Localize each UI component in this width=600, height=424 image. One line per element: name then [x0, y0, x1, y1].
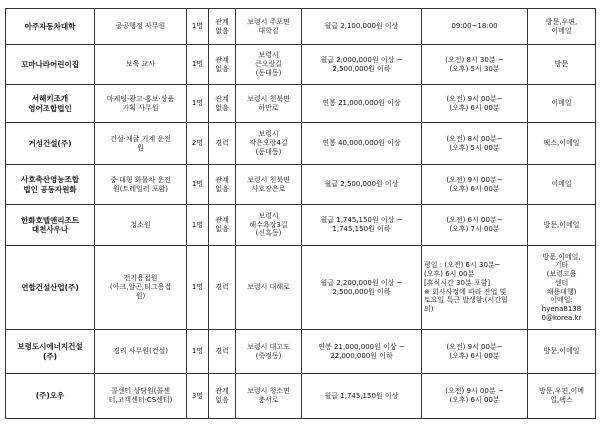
- hire-count: 1명: [187, 205, 209, 246]
- application-method: 방문,이메일: [528, 205, 596, 246]
- career-requirement: 관계 없음: [209, 45, 236, 85]
- salary: 월급 2,500,000원 이상: [302, 165, 422, 205]
- work-hours: 평일 : (오전) 6시 30분~ (오후) 6시 00분 [휴식시간 30분 포함] ※ 회사사정에 따라 잔업 및 토요일 특근 발생함.(시간협 의): [422, 246, 528, 330]
- table-row: [6, 45, 596, 85]
- job-listings-table: [5, 8, 596, 419]
- job-title: 콜센터 상담원(콜센 터,고객센터·CS센터): [95, 374, 187, 419]
- career-requirement: 경력: [209, 123, 236, 165]
- job-title: 공공행정 사무원: [95, 9, 187, 45]
- application-method: 방문,우편, 이메일: [528, 9, 596, 45]
- work-location: 보령시 천북면 하만로: [236, 85, 302, 123]
- company-name: 보령도시에너지건설 (주): [6, 330, 95, 374]
- work-location: 보령시 주포면 대학길: [236, 9, 302, 45]
- work-location: 보령시 천북면 사호장은로: [236, 165, 302, 205]
- salary: 월급 2,100,000원 이상: [302, 9, 422, 45]
- table-row: [6, 123, 596, 165]
- job-title: 전기용접원 (아크,알곤,티그용접 원): [95, 246, 187, 330]
- company-name: 연합건설산업(주): [6, 246, 95, 330]
- career-requirement: 관계 없음: [209, 374, 236, 419]
- work-hours: (오전) 9시 00분~ (오후) 6시 00분: [422, 85, 528, 123]
- work-hours: 09:00~18:00: [422, 9, 528, 45]
- career-requirement: 경력: [209, 246, 236, 330]
- company-name: 한화호텔앤리조트 대천사우나: [6, 205, 95, 246]
- work-location: 보령시 작은오랑4길 (동대동): [236, 123, 302, 165]
- application-method: 이메일: [528, 165, 596, 205]
- work-location: 보령시 대고도 (죽정동): [236, 330, 302, 374]
- job-title: 경리 사무원(건설): [95, 330, 187, 374]
- work-hours: (오전) 9시 00분~ (오후) 6시 00분: [422, 330, 528, 374]
- salary: 연봉 21,000,000원 이상 ~ 22,000,000원 이하: [302, 330, 422, 374]
- table-row: [6, 330, 596, 374]
- hire-count: 1명: [187, 165, 209, 205]
- application-method: 방문,이메일, 기타 (보령고용 센터 채용대행) 이메일: hyena8138 0@korea.kr: [528, 246, 596, 330]
- career-requirement: 관계 없음: [209, 165, 236, 205]
- application-method: 팩스,이메일: [528, 123, 596, 165]
- hire-count: 1명: [187, 246, 209, 330]
- salary: 연봉 21,000,000원 이상: [302, 85, 422, 123]
- company-name: 아주자동차대학: [6, 9, 95, 45]
- application-method: 방문: [528, 45, 596, 85]
- hire-count: 1명: [187, 45, 209, 85]
- application-method: 이메일: [528, 85, 596, 123]
- career-requirement: 관계 없음: [209, 85, 236, 123]
- company-name: 꼬마나라어린이집: [6, 45, 95, 85]
- hire-count: 1명: [187, 330, 209, 374]
- work-location: 보령시 해수욕장3길 (신흑동): [236, 205, 302, 246]
- work-location: 보령시 대해로: [236, 246, 302, 330]
- hire-count: 2명: [187, 123, 209, 165]
- career-requirement: 관계 없음: [209, 9, 236, 45]
- work-hours: (오전) 9시 00분~ (오후) 6시 00분: [422, 165, 528, 205]
- salary: 월급 2,000,000원 이상 ~ 2,500,000원 이하: [302, 45, 422, 85]
- table-row: [6, 246, 596, 330]
- hire-count: 1명: [187, 85, 209, 123]
- company-name: (주)오우: [6, 374, 95, 419]
- table-row: [6, 205, 596, 246]
- work-hours: (오전) 8시 00분~ (오후) 5시 00분: [422, 123, 528, 165]
- job-title: 청소원: [95, 205, 187, 246]
- company-name: 서해키조개 영어조합법인: [6, 85, 95, 123]
- application-method: 방문,이메일: [528, 330, 596, 374]
- salary: 월급 1,745,150원 이상 ~ 1,745,150원 이하: [302, 205, 422, 246]
- table-row: [6, 85, 596, 123]
- career-requirement: 관계 없음: [209, 205, 236, 246]
- work-hours: (오전) 6시 00분~ (오후) 7시 00분: [422, 205, 528, 246]
- hire-count: 1명: [187, 9, 209, 45]
- job-title: 마케팅·광고·홍보·상품 기획 사무원: [95, 85, 187, 123]
- hire-count: 3명: [187, 374, 209, 419]
- table-row: [6, 374, 596, 419]
- work-location: 보령시 큰오랑길 (동대동): [236, 45, 302, 85]
- job-title: 건설·채굴 기계 운전 원: [95, 123, 187, 165]
- salary: 월급 1,745,150원 이상: [302, 374, 422, 419]
- salary: 연봉 40,000,000원 이상: [302, 123, 422, 165]
- work-hours: (오전) 9시 00분 ~ (오후) 6시 00분: [422, 374, 528, 419]
- table-row: [6, 165, 596, 205]
- work-hours: (오전) 8시 30분 ~ (오후) 5시 30분: [422, 45, 528, 85]
- application-method: 방문,우편,이메 일,팩스: [528, 374, 596, 419]
- company-name: 사호축산영농조합 법인 공동자원화: [6, 165, 95, 205]
- salary: 월급 2,200,000원 이상 ~ 2,500,000원 이하: [302, 246, 422, 330]
- job-title: 보육 교사: [95, 45, 187, 85]
- table-row: [6, 9, 596, 45]
- company-name: 거성건설(주): [6, 123, 95, 165]
- job-title: 중·대형 화물차 운전 원(트레일러 포함): [95, 165, 187, 205]
- career-requirement: 경력: [209, 330, 236, 374]
- work-location: 보령시 청소면 충서로: [236, 374, 302, 419]
